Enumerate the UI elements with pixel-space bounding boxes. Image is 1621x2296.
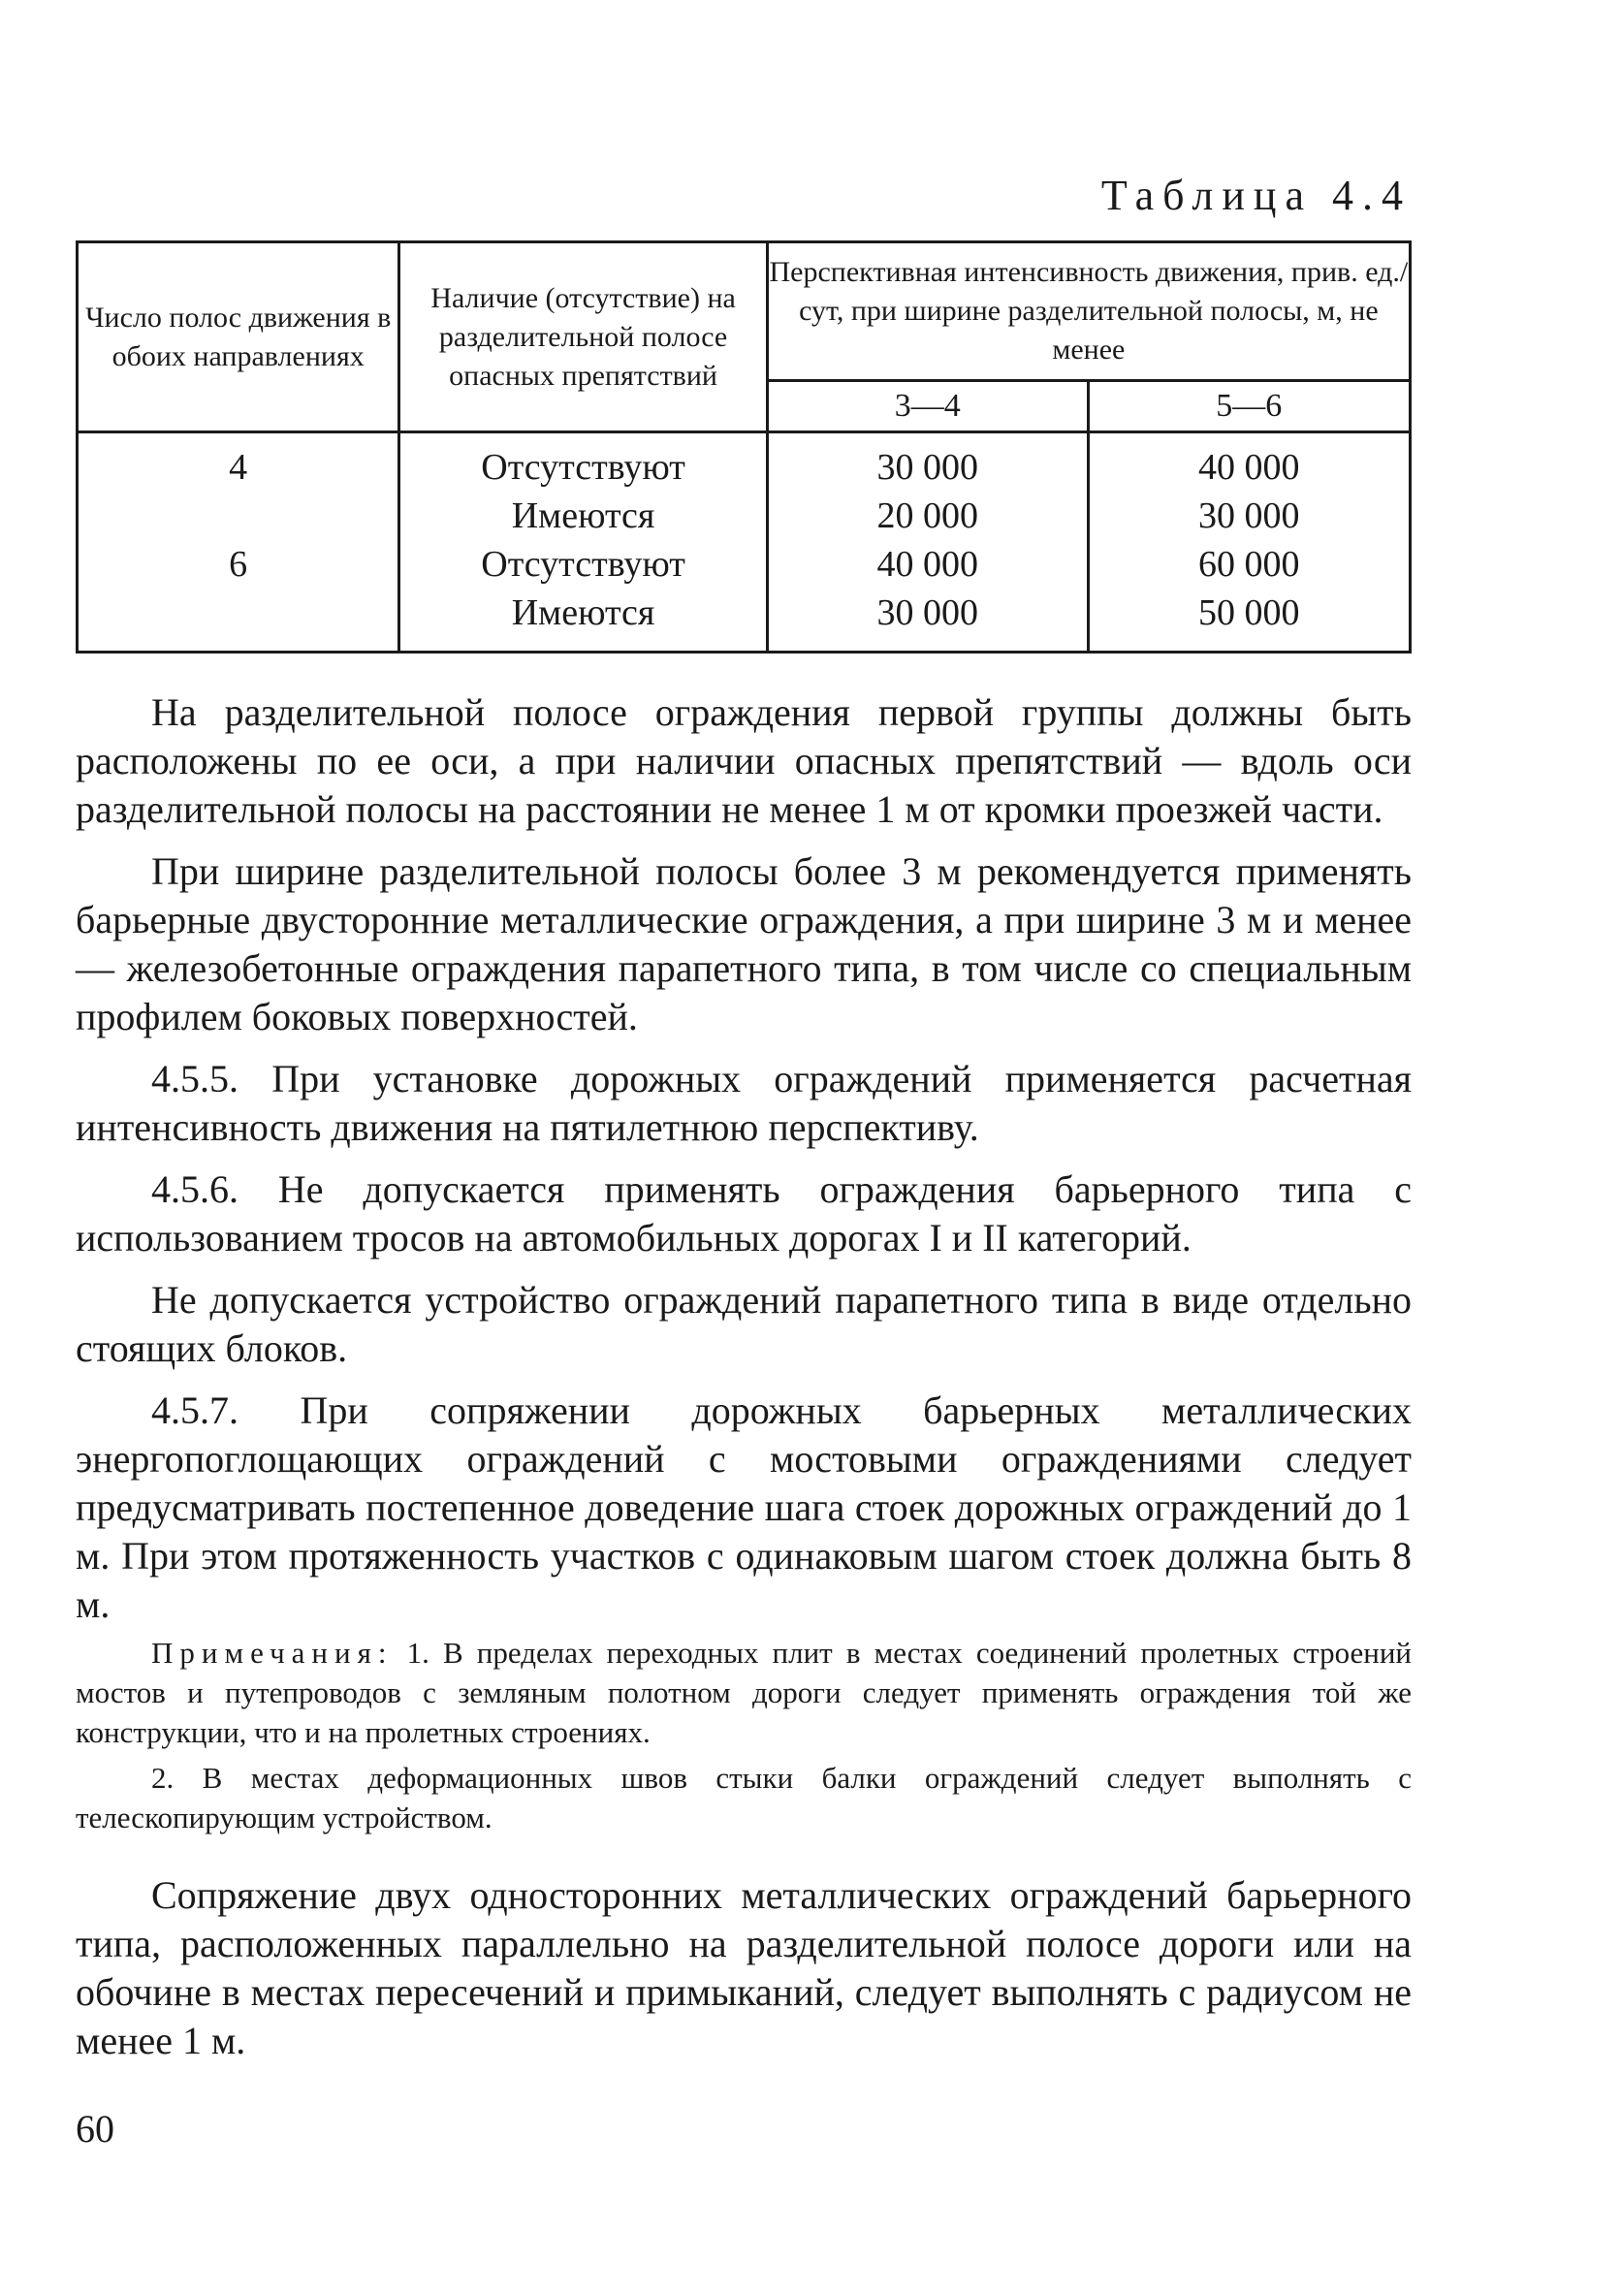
paragraph: Сопряжение двух односторонних металлических ограждений барьерного типа, расположенных параллельно на разделительной полосе дороги или на обочине в местах пересечений и примыканий, следует выполнять с радиусом не менее 1 м. xyxy=(76,1873,1412,2062)
obstacles-value: Имеются xyxy=(511,495,655,536)
intensity-value: 20 000 xyxy=(876,495,978,536)
paragraph: 4.5.7. При сопряжении дорожных барьерных металлических энергопоглощающих ограждений с мостовыми ограждениями следует предусматривать постепенное доведение шага стоек дорожных ограждений до 1 м. При этом протяженность участков с одинаковым шагом стоек должна быть 8 м. xyxy=(76,1388,1412,1626)
paragraph: При ширине разделительной полосы более 3 м рекомендуется применять барьерные двусторонние металлические ограждения, а при ширине 3 м и менее — железобетонные ограждения парапетного типа, в том числе со специальным профилем боковых поверхностей. xyxy=(76,849,1412,1038)
obstacles-cell xyxy=(399,432,767,653)
paragraph: 4.5.6. Не допускается применять ограждения барьерного типа с использованием тросов на автомобильных дорогах I и II категорий. xyxy=(76,1167,1412,1260)
subheader-width-3-4: 3—4 xyxy=(767,381,1088,432)
table-row xyxy=(78,432,1411,653)
lanes-value xyxy=(79,589,397,637)
paragraph: На разделительной полосе ограждения первой группы должны быть расположены по ее оси, а при наличии опасных препятствий — вдоль оси разделительной полосы на расстоянии не менее 1 м от кромки проезжей части. xyxy=(76,690,1412,831)
obstacles-value: Отсутствуют xyxy=(481,447,685,488)
obstacles-value: Отсутствуют xyxy=(481,544,685,585)
intensity-value: 30 000 xyxy=(876,447,978,488)
body-text xyxy=(76,688,1412,1642)
note-1 xyxy=(76,1633,1412,1752)
intensity-value: 30 000 xyxy=(1198,495,1300,536)
lanes-value: 6 xyxy=(229,544,248,585)
lanes-cell xyxy=(78,432,399,653)
note-1-text: 1. В пределах переходных плит в местах соединений пролетных строений мостов и путепроводов с земляным полотном дороги следует применять ограждения той же конструкции, что и на пролетных строениях. xyxy=(76,1636,1413,1749)
subheader-width-5-6: 5—6 xyxy=(1088,381,1410,432)
width-5-6-cell xyxy=(1088,432,1410,653)
lanes-value xyxy=(79,492,397,540)
final-text xyxy=(76,1871,1412,2065)
header-lanes: Число полос движения в обоих направлениях xyxy=(78,242,399,432)
intensity-value: 40 000 xyxy=(1198,447,1300,488)
notes xyxy=(76,1633,1412,1843)
notes-label: Примечания: xyxy=(151,1636,394,1670)
obstacles-value: Имеются xyxy=(511,592,655,633)
header-obstacles: Наличие (отсутствие) на разделительной полосе опасных препятствий xyxy=(399,242,767,432)
intensity-value: 60 000 xyxy=(1198,544,1300,585)
note-2: 2. В местах деформационных швов стыки балки ограждений следует выполнять с телескопирующим устройством. xyxy=(76,1761,1412,1834)
paragraph: 4.5.5. При установке дорожных ограждений применяется расчетная интенсивность движения на пятилетнюю перспективу. xyxy=(76,1057,1412,1149)
table-caption: Таблица 4.4 xyxy=(1100,172,1412,219)
intensity-value: 40 000 xyxy=(876,544,978,585)
page-number: 60 xyxy=(76,2107,114,2151)
intensity-value: 30 000 xyxy=(876,592,978,633)
lanes-value: 4 xyxy=(229,447,248,488)
paragraph: Не допускается устройство ограждений парапетного типа в виде отдельно стоящих блоков. xyxy=(76,1278,1412,1370)
width-3-4-cell xyxy=(767,432,1088,653)
header-intensity: Перспективная интенсивность движения, прив. ед./сут, при ширине разделительной полосы, м, не менее xyxy=(767,242,1410,381)
intensity-table xyxy=(76,240,1412,654)
intensity-value: 50 000 xyxy=(1198,592,1300,633)
